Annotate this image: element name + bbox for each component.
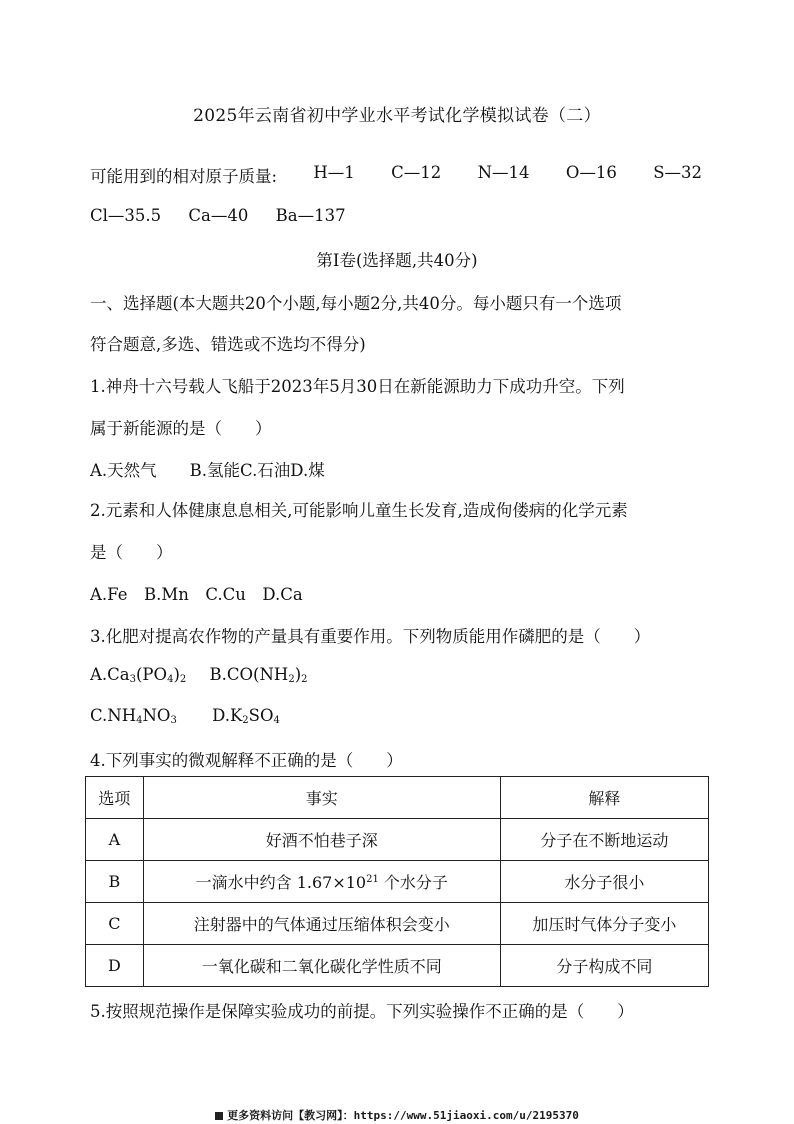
footer-watermark	[0, 1107, 794, 1123]
table-row	[86, 945, 709, 987]
table-row	[86, 819, 709, 861]
q3-option-c: $C.NH_4NO_3$	[90, 706, 177, 726]
table-cell-option: B	[86, 861, 144, 903]
q4-table	[85, 776, 709, 987]
q1-stem-line-2: 属于新能源的是（ ）	[90, 419, 272, 438]
atomic-mass-item: Ca—40	[188, 206, 249, 225]
instructions-line-2: 符合题意,多选、错选或不选均不得分)	[90, 335, 366, 354]
q3-stem: 3.化肥对提高农作物的产量具有重要作用。下列物质能用作磷肥的是（ ）	[90, 627, 651, 646]
table-header-fact: 事实	[143, 777, 500, 819]
q3-options-row-2	[90, 706, 280, 726]
atomic-mass-item: Ba—137	[275, 206, 346, 225]
table-cell-explanation: 分子在不断地运动	[500, 819, 708, 861]
table-header-option: 选项	[86, 777, 144, 819]
table-cell-option: D	[86, 945, 144, 987]
table-cell-fact: 一氧化碳和二氧化碳化学性质不同	[143, 945, 500, 987]
flag-icon	[215, 1112, 223, 1120]
q3-option-a: $A.Ca_3(PO_4)_2$	[90, 665, 187, 685]
q3-options-row-1	[90, 665, 308, 685]
table-cell-explanation: 水分子很小	[500, 861, 708, 903]
table-row	[86, 861, 709, 903]
q2-options: A.Fe B.Mn C.Cu D.Ca	[90, 585, 303, 604]
atomic-mass-row-1	[90, 163, 702, 187]
table-cell-explanation: 分子构成不同	[500, 945, 708, 987]
atomic-mass-item: Cl—35.5	[90, 206, 162, 225]
table-header-row	[86, 777, 709, 819]
atomic-mass-item: C—12	[391, 163, 442, 182]
table-cell-fact: 一滴水中约含 $1.67\times 10^{21}$ 个水分子	[143, 861, 500, 903]
section-title: 第Ⅰ卷(选择题,共40分)	[316, 251, 478, 270]
atomic-mass-row-2	[90, 206, 368, 225]
q2-stem-line-1: 2.元素和人体健康息息相关,可能影响儿童生长发育,造成佝偻病的化学元素	[90, 501, 628, 520]
q4-stem: 4.下列事实的微观解释不正确的是（ ）	[90, 751, 403, 770]
q3-option-d: $D.K_2SO_4$	[212, 706, 280, 726]
table-header-explanation: 解释	[500, 777, 708, 819]
atomic-mass-item: N—14	[477, 163, 530, 182]
table-cell-fact: 注射器中的气体通过压缩体积会变小	[143, 903, 500, 945]
q3-option-b: $B.CO(NH_2)_2$	[209, 665, 308, 685]
q2-stem-line-2: 是（ ）	[90, 543, 173, 562]
table-cell-fact: 好酒不怕巷子深	[143, 819, 500, 861]
footer-text: 更多资料访问【教习网】：https://www.51jiaoxi.com/u/2195370	[227, 1109, 579, 1122]
atomic-mass-item: H—1	[313, 163, 355, 182]
q5-stem: 5.按照规范操作是保障实验成功的前提。下列实验操作不正确的是（ ）	[90, 1002, 634, 1021]
q1-stem-line-1: 1.神舟十六号载人飞船于2023年5月30日在新能源助力下成功升空。下列	[90, 377, 625, 396]
exam-title: 2025年云南省初中学业水平考试化学模拟试卷（二）	[193, 106, 601, 126]
instructions-line-1: 一、选择题(本大题共20个小题,每小题2分,共40分。每小题只有一个选项	[90, 294, 622, 313]
atomic-mass-item: S—32	[653, 163, 702, 182]
table-cell-explanation: 加压时气体分子变小	[500, 903, 708, 945]
table-row	[86, 903, 709, 945]
q1-options: A.天然气 B.氢能C.石油D.煤	[90, 461, 325, 480]
atomic-mass-item: O—16	[565, 163, 617, 182]
atomic-mass-label: 可能用到的相对原子质量:	[90, 167, 278, 186]
table-cell-option: A	[86, 819, 144, 861]
table-cell-option: C	[86, 903, 144, 945]
